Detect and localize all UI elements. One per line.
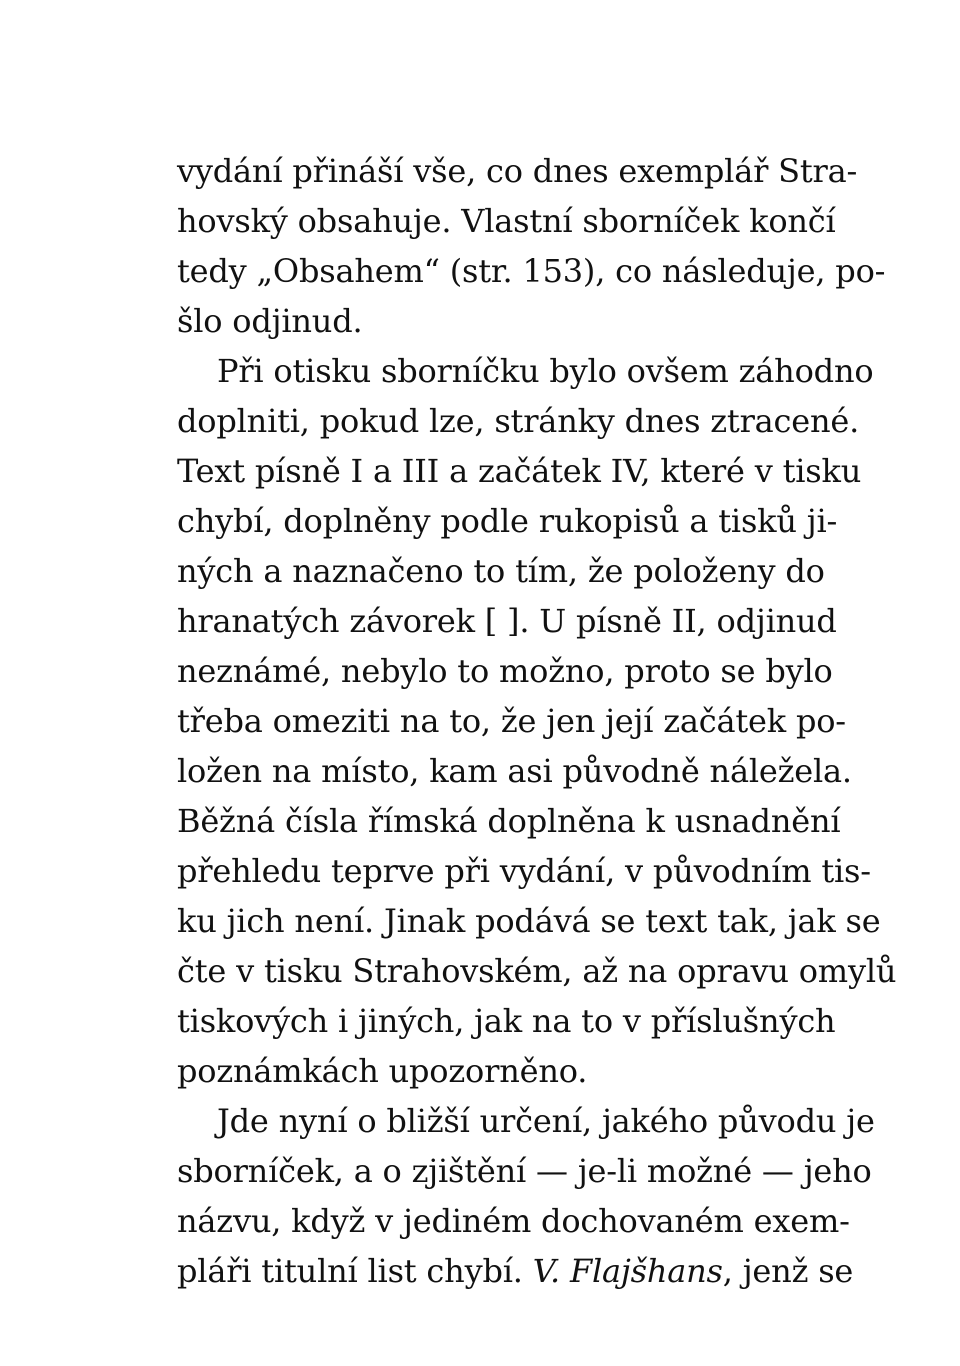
text-line: Jde nyní o bližší určení, jakého původu je <box>217 1102 875 1140</box>
text-line: ných a naznačeno to tím, že položeny do <box>177 552 825 590</box>
text-line: přehledu teprve při vydání, v původním tis- <box>177 852 871 890</box>
text-line: třeba omeziti na to, že jen její začátek po- <box>177 702 846 740</box>
text-line: ku jich není. Jinak podává se text tak, jak se <box>177 902 881 940</box>
text-line: ložen na místo, kam asi původně náležela. <box>177 752 852 790</box>
author-name: V. Flajšhans <box>532 1252 723 1290</box>
text-line: názvu, když v jediném dochovaném exem- <box>177 1202 850 1240</box>
text-line: tiskových i jiných, jak na to v příslušných <box>177 1002 836 1040</box>
text-line: Text písně I a III a začátek IV, které v tisku <box>177 452 862 490</box>
text-line: sborníček, a o zjištění — je-li možné — jeho <box>177 1152 872 1190</box>
text-line: šlo odjinud. <box>177 302 363 340</box>
text-line: chybí, doplněny podle rukopisů a tisků ji- <box>177 502 838 540</box>
text-line <box>177 1246 854 1296</box>
text-line: neznámé, nebylo to možno, proto se bylo <box>177 652 833 690</box>
text-line: čte v tisku Strahovském, až na opravu omylů <box>177 952 897 990</box>
text-line: hovský obsahuje. Vlastní sborníček končí <box>177 202 836 240</box>
text-span: , jenž se <box>722 1252 854 1290</box>
text-line: vydání přináší vše, co dnes exemplář Stra- <box>177 152 858 190</box>
text-line: tedy „Obsahem“ (str. 153), co následuje, po- <box>177 252 886 290</box>
text-line: poznámkách upozorněno. <box>177 1052 588 1090</box>
text-line: hranatých závorek [ ]. U písně II, odjinud <box>177 602 837 640</box>
text-line: Běžná čísla římská doplněna k usnadnění <box>177 802 841 840</box>
text-line: Při otisku sborníčku bylo ovšem záhodno <box>217 352 874 390</box>
text-span: pláři titulní list chybí. <box>177 1252 533 1290</box>
text-line: doplniti, pokud lze, stránky dnes ztracené. <box>177 402 860 440</box>
